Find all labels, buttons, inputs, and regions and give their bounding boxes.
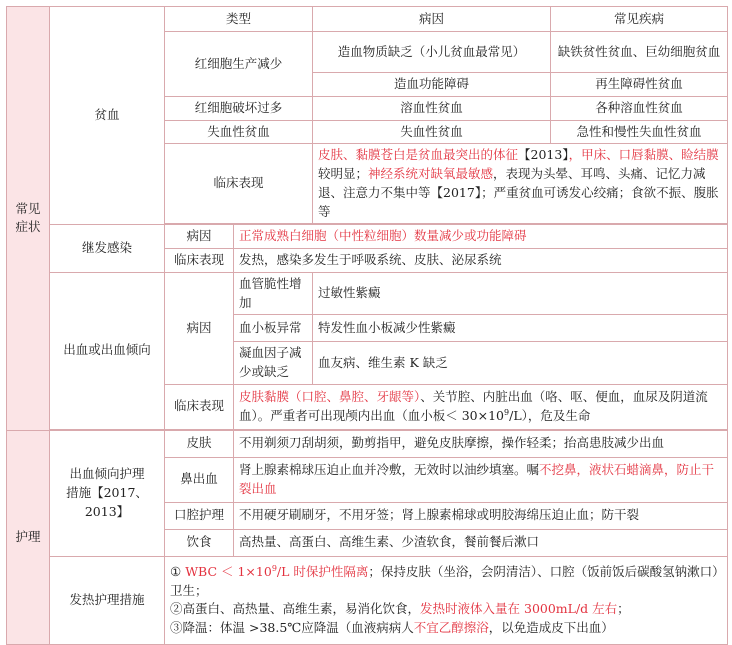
anemia-type-cell: 红细胞生产减少 [165,32,313,97]
anemia-label: 贫血 [50,7,165,225]
infection-clinical-text: 发热，感染多发生于呼吸系统、皮肤、泌尿系统 [234,249,728,273]
anemia-cause-cell: 失血性贫血 [313,120,551,144]
bleeding-cause-cell: 血管脆性增加 [234,272,313,315]
bleeding-label: 出血或出血倾向 [50,272,165,429]
anemia-disease-cell: 再生障碍性贫血 [551,73,728,97]
anemia-cause-cell: 造血物质缺乏（小儿贫血最常见） [313,32,551,73]
anemia-disease-cell: 各种溶血性贫血 [551,96,728,120]
hematology-table [6,6,728,645]
bleeding-clinical-label: 临床表现 [165,384,234,429]
section-nursing [7,430,50,644]
section-symptoms-label: 常见症状 [15,200,41,235]
header-disease: 常见疾病 [551,7,728,32]
bleeding-cause-label: 病因 [165,272,234,384]
bleeding-measure-label: 出血倾向护理 措施【2017、 2013】 [50,430,165,556]
infection-clinical-label: 临床表现 [165,249,234,273]
bleeding-disease-cell: 血友病、维生素 K 缺乏 [313,342,728,385]
skin-label: 皮肤 [165,430,234,457]
oral-care-label: 口腔护理 [165,502,234,529]
diet-text: 高热量、高蛋白、高维生素、少渣软食，餐前餐后漱口 [234,529,728,556]
bleeding-cause-cell: 凝血因子减少或缺乏 [234,342,313,385]
table-row [7,225,728,249]
bleeding-cause-cell: 血小板异常 [234,315,313,342]
skin-text: 不用剃须刀刮胡须，勤剪指甲，避免皮肤摩擦，操作轻柔；抬高患肢减少出血 [234,430,728,457]
anemia-type-cell: 红细胞破坏过多 [165,96,313,120]
header-type: 类型 [165,7,313,32]
section-symptoms [7,7,50,431]
anemia-cause-cell: 溶血性贫血 [313,96,551,120]
oral-care-text: 不用硬牙刷刷牙，不用牙签；肾上腺素棉球或明胶海绵压迫止血；防干裂 [234,502,728,529]
anemia-disease-cell: 缺铁贫性贫血、巨幼细胞贫血 [551,32,728,73]
anemia-clinical-label: 临床表现 [165,144,313,224]
infection-label: 继发感染 [50,225,165,273]
bleeding-disease-cell: 特发性血小板减少性紫癜 [313,315,728,342]
fever-text: ① WBC ＜ $1\times 10^9/L$ 时保护性隔离；保持皮肤（坐浴，会阴清洁）、口腔（饭前饭后碳酸氢钠漱口）卫生； ②高蛋白、高热量、高维生素，易消化饮食，发热时液体入量在 3000mL/d 左右； ③降温：体温 >38.5℃应降温（血液病病人不宜乙醇擦浴，以免造成皮下出血） [165,556,728,644]
infection-cause-text: 正常成熟白细胞（中性粒细胞）数量减少或功能障碍 [234,225,728,249]
nosebleed-label: 鼻出血 [165,457,234,502]
bleeding-clinical-text: 皮肤黏膜（口腔、鼻腔、牙龈等）、关节腔、内脏出血（咯、呕、便血，血尿及阴道流血）。严重者可出现颅内出血（血小板＜ $30\times 10^9/L$），危及生命 [234,384,728,429]
anemia-clinical-text: 皮肤、黏膜苍白是贫血最突出的体征【2013】，甲床、口唇黏膜、睑结膜较明显；神经系统对缺氧最敏感，表现为头晕、耳鸣、头痛、记忆力减退、注意力不集中等【2017】；严重贫血可诱发心绞痛；食欲不振、腹胀等 [313,144,728,224]
anemia-type-cell: 失血性贫血 [165,120,313,144]
bleeding-disease-cell: 过敏性紫癜 [313,272,728,315]
header-cause: 病因 [313,7,551,32]
table-row [7,430,728,457]
fever-label: 发热护理措施 [50,556,165,644]
section-nursing-label: 护理 [15,528,41,544]
table-row [7,272,728,315]
anemia-disease-cell: 急性和慢性失血性贫血 [551,120,728,144]
infection-cause-label: 病因 [165,225,234,249]
diet-label: 饮食 [165,529,234,556]
table-row [7,556,728,644]
anemia-cause-cell: 造血功能障碍 [313,73,551,97]
nosebleed-text: 肾上腺素棉球压迫止血并冷敷，无效时以油纱填塞。嘱不挖鼻，液状石蜡滴鼻，防止干裂出血 [234,457,728,502]
header-row [7,7,728,32]
